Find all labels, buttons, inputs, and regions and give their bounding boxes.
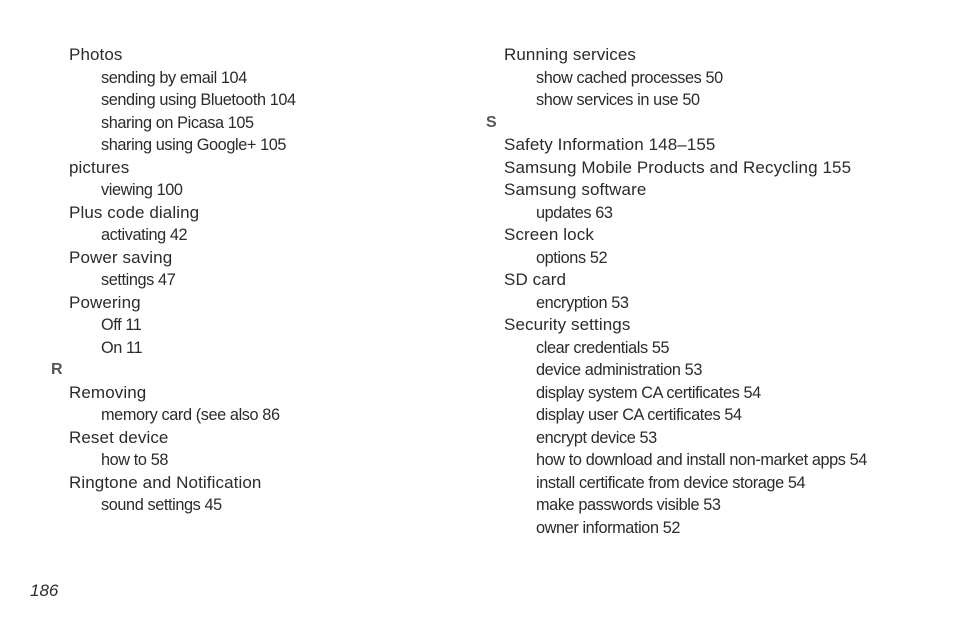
index-subentry: show cached processes 50 [536,68,723,87]
index-entry: Safety Information 148–155 [504,135,716,154]
index-subentry: display system CA certificates 54 [536,383,761,402]
page-number: 186 [30,581,59,600]
index-entry: Reset device [69,427,169,447]
index-subentry: memory card (see also 86 [101,406,280,424]
index-subentry: install certificate from device storage 54 [536,473,806,492]
index-subentry: sending using Bluetooth 104 [101,91,296,109]
index-subentry: make passwords visible 53 [536,496,721,514]
index-subentry: sound settings 45 [101,496,222,514]
index-column-right [486,44,926,539]
index-entry: Power saving [69,247,173,267]
index-subentry: sharing using Google+ 105 [101,136,287,154]
index-subentry: updates 63 [536,203,613,222]
index-subentry: On 11 [101,338,143,357]
index-subentry: activating 42 [101,226,188,244]
index-entry: Samsung Mobile Products and Recycling 155 [504,157,852,177]
index-subentry: display user CA certificates 54 [536,406,742,424]
index-subentry: sending by email 104 [101,68,247,87]
index-entry: Removing [69,382,147,402]
index-entry: Plus code dialing [69,202,200,222]
index-entry: Photos [69,45,123,64]
index-subentry: show services in use 50 [536,91,700,109]
index-entry: Security settings [504,315,631,334]
index-entry: Screen lock [504,225,594,244]
index-subentry: encryption 53 [536,293,629,312]
index-subentry: device administration 53 [536,361,702,379]
index-subentry: owner information 52 [536,518,681,537]
index-subentry: settings 47 [101,271,176,289]
index-entry: SD card [504,270,567,289]
index-subentry: Off 11 [101,316,142,334]
index-subentry: clear credentials 55 [536,338,670,357]
index-section-letter: R [51,361,63,378]
index-subentry: how to download and install non-market apps 54 [536,451,867,469]
index-entry: Powering [69,292,141,312]
index-column-left [51,44,471,517]
index-entry: Ringtone and Notification [69,472,262,492]
index-subentry: options 52 [536,248,608,267]
index-subentry: how to 58 [101,451,169,469]
index-subentry: sharing on Picasa 105 [101,113,254,132]
index-entry: pictures [69,157,130,177]
index-entry: Running services [504,45,636,64]
index-subentry: viewing 100 [101,181,183,199]
index-section-letter: S [486,113,497,131]
index-subentry: encrypt device 53 [536,428,657,447]
index-entry: Samsung software [504,180,647,199]
